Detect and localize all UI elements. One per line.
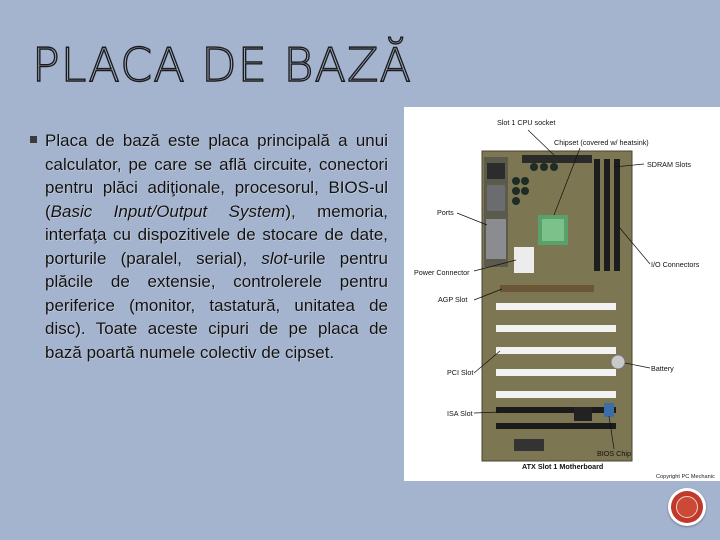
circle-icon (676, 496, 698, 518)
label-isa-slot: ISA Slot (447, 409, 473, 418)
motherboard-figure (404, 107, 720, 481)
chipset-fins (542, 219, 564, 241)
serial-parallel-ports (486, 219, 506, 259)
next-slide-button[interactable] (668, 488, 706, 526)
label-power-connector: Power Connector (414, 268, 470, 277)
figure-copyright: Copyright PC Mechanic (656, 474, 715, 480)
text-part-1: Placa de bază este placa principală a unui calculator, pe care se află circuite, conectori pentru plăci adiţionale, procesorul, BIOS-ul ( (45, 131, 388, 221)
label-ports: Ports (437, 208, 454, 217)
label-sdram-slots: SDRAM Slots (647, 160, 691, 169)
power-connector (514, 247, 534, 273)
label-bios-chip: BIOS Chip (597, 449, 631, 458)
usb-ports (487, 185, 505, 211)
next-slide-ring (671, 491, 703, 523)
text-part-2: ), memoria, interfaţa cu dispozitivele de stocare de date, porturile (paralel, serial), (45, 201, 388, 268)
label-pci-slot: PCI Slot (447, 368, 474, 377)
ps2-ports (487, 163, 505, 179)
agp-slot (500, 285, 594, 292)
bullet-list (30, 129, 388, 364)
text-part-3: -urile pentru plăcile de extensie, controlerele pentru periferice (monitor, tastatură, unitatea de disc). Toate aceste cipuri de pe placa de bază poartă numele colectiv de cipset. (45, 248, 389, 362)
io-controller-chip (574, 407, 592, 421)
label-battery: Battery (651, 364, 674, 373)
figure-caption: ATX Slot 1 Motherboard (522, 462, 604, 471)
sdram-slots (594, 159, 620, 271)
slot1-cpu-socket (522, 155, 592, 163)
misc-chip (514, 439, 544, 451)
motherboard-diagram (404, 107, 720, 481)
label-chipset: Chipset (covered w/ heatsink) (554, 138, 649, 147)
slide-title: PLACA DE BAZĂ (32, 38, 412, 92)
label-io-connectors: I/O Connectors (651, 260, 700, 269)
label-slot1-cpu-socket: Slot 1 CPU socket (497, 118, 556, 127)
bullet-paragraph (45, 129, 388, 364)
bios-chip (604, 403, 614, 417)
text-bios-expansion: Basic Input/Output System (50, 201, 286, 221)
text-slot-italic: slot (261, 248, 288, 268)
bullet-marker (30, 136, 37, 143)
battery-cell (611, 355, 625, 369)
label-agp-slot: AGP Slot (438, 295, 468, 304)
